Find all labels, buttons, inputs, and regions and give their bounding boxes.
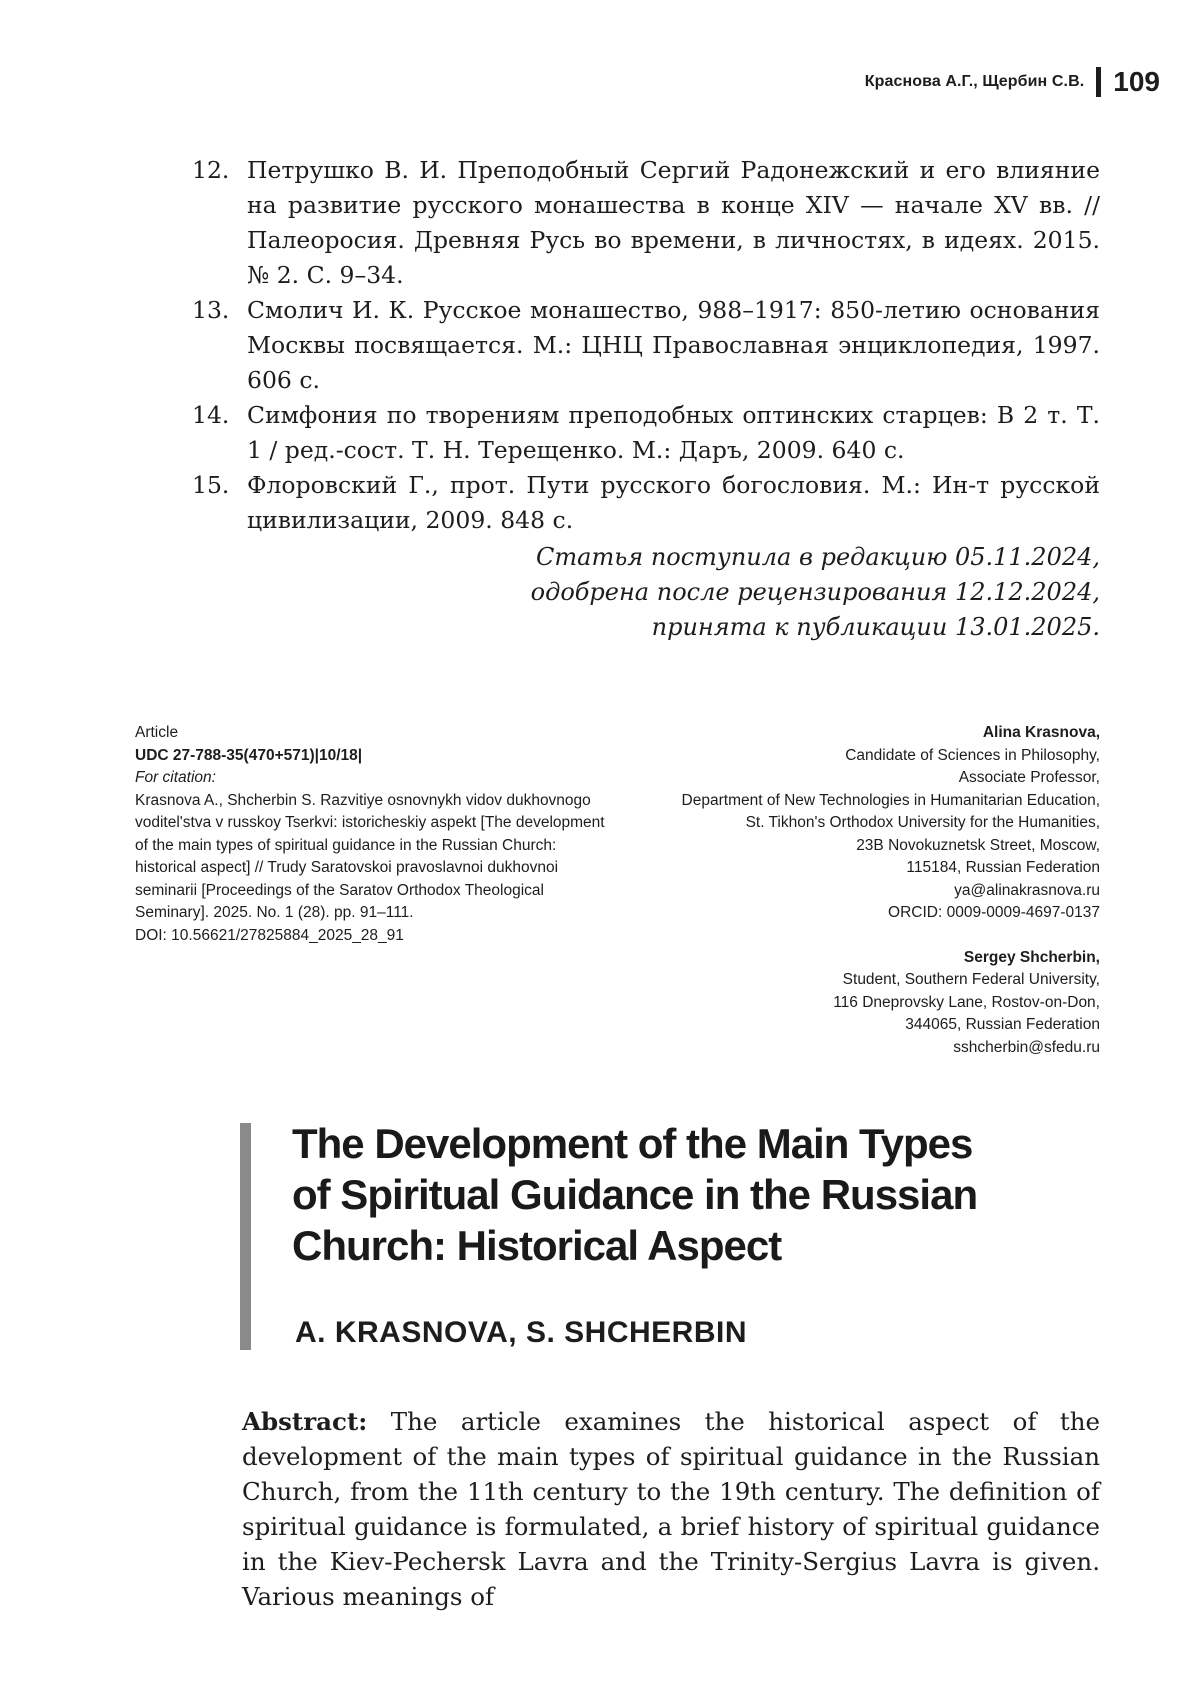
header-divider-bar: [1096, 67, 1101, 97]
author-department: Department of New Technologies in Humanitarian Education,: [681, 791, 1100, 809]
reference-item: [192, 398, 1100, 468]
author-email: ya@alinakrasnova.ru: [954, 881, 1100, 899]
reference-text: Смолич И. К. Русское монашество, 988–1917: 850-летию основания Москвы посвящается. М.: ЦНЦ Православная энциклопедия, 1997. 606 с.: [247, 296, 1100, 394]
reference-item: [192, 293, 1100, 398]
author-email: sshcherbin@sfedu.ru: [953, 1038, 1100, 1056]
author-spacer: [580, 925, 1100, 947]
abstract-text: The article examines the historical aspect of the development of the main types of spiritual guidance in the Russian Church, from the 11th century to the 19th century. The definition of spiritual guidance is formulated, a brief history of spiritual guidance in the Kiev-Pechersk Lavra and the Trinity-Sergius Lavra is given. Various meanings of: [242, 1407, 1100, 1611]
reference-item: [192, 153, 1100, 293]
running-header-authors: Краснова А.Г., Щербин С.В.: [864, 73, 1085, 90]
author-postal: 344065, Russian Federation: [905, 1016, 1100, 1033]
abstract: [242, 1404, 1100, 1614]
editorial-accepted: принята к публикации 13.01.2025.: [651, 613, 1100, 641]
reference-text: Флоровский Г., прот. Пути русского богословия. М.: Ин-т русской цивилизации, 2009. 848 с.: [247, 471, 1100, 534]
reference-number: 14.: [192, 401, 230, 429]
running-header: [865, 66, 1160, 98]
reference-number: 15.: [192, 471, 230, 499]
citation-text: Krasnova A., Shcherbin S. Razvitiye osnovnykh vidov dukhovnogo voditel'stva v russkoy Tserkvi: istoricheskiy aspekt [The development of the main types of spiritual guidance in the Russian Church: historical aspect] // Trudy Saratovskoi pravoslavnoi dukhovnoi seminarii [Proceedings of the Saratov Orthodox Theological Seminary]. 2025. No. 1 (28). pp. 91–111.: [135, 791, 605, 921]
author-degree: Candidate of Sciences in Philosophy,: [845, 746, 1100, 764]
title-line: of Spiritual Guidance in the Russian: [292, 1171, 978, 1218]
reference-number: 12.: [192, 156, 230, 184]
editorial-received: Статья поступила в редакцию 05.11.2024,: [536, 543, 1100, 571]
author-affiliation: Student, Southern Federal University,: [842, 971, 1100, 988]
author-university: St. Tikhon's Orthodox University for the Humanities,: [745, 814, 1100, 831]
author-info: [580, 722, 1100, 1059]
page-number: 109: [1113, 66, 1160, 97]
author-street: 116 Dneprovsky Lane, Rostov-on-Don,: [833, 993, 1100, 1011]
abstract-label: Abstract:: [242, 1407, 368, 1436]
author-name: Sergey Shcherbin,: [963, 948, 1100, 966]
article-type: Article: [135, 724, 179, 741]
editorial-dates: [300, 540, 1100, 645]
author-postal: 115184, Russian Federation: [906, 859, 1100, 876]
reference-text: Петрушко В. И. Преподобный Сергий Радонежский и его влияние на развитие русского монашества в конце XIV — начале XV вв. // Палеоросия. Древняя Русь во времени, в личностях, в идеях. 2015. № 2. С. 9–34.: [247, 156, 1100, 289]
author-name: Alina Krasnova,: [982, 724, 1100, 741]
article-metadata: [135, 722, 615, 947]
title-accent-bar: [240, 1123, 251, 1350]
reference-item: [192, 468, 1100, 538]
reference-number: 13.: [192, 296, 230, 324]
doi: DOI: 10.56621/27825884_2025_28_91: [135, 926, 404, 944]
reference-list: [192, 153, 1100, 538]
article-title: [292, 1118, 1072, 1271]
author-street: 23B Novokuznetsk Street, Moscow,: [856, 836, 1100, 854]
citation-label: For citation:: [135, 769, 216, 786]
author-orcid: ORCID: 0009-0009-4697-0137: [888, 904, 1100, 921]
author-position: Associate Professor,: [958, 769, 1100, 786]
udc-code: UDC 27-788-35(470+571)|10/18|: [135, 746, 363, 764]
reference-text: Симфония по творениям преподобных оптинских старцев: В 2 т. Т. 1 / ред.-сост. Т. Н. Терещенко. М.: Даръ, 2009. 640 с.: [247, 401, 1100, 464]
title-line: The Development of the Main Types: [292, 1120, 973, 1167]
title-line: Church: Historical Aspect: [292, 1222, 782, 1269]
article-byline: A. KRASNOVA, S. SHCHERBIN: [295, 1316, 747, 1349]
editorial-approved: одобрена после рецензирования 12.12.2024,: [530, 578, 1100, 606]
